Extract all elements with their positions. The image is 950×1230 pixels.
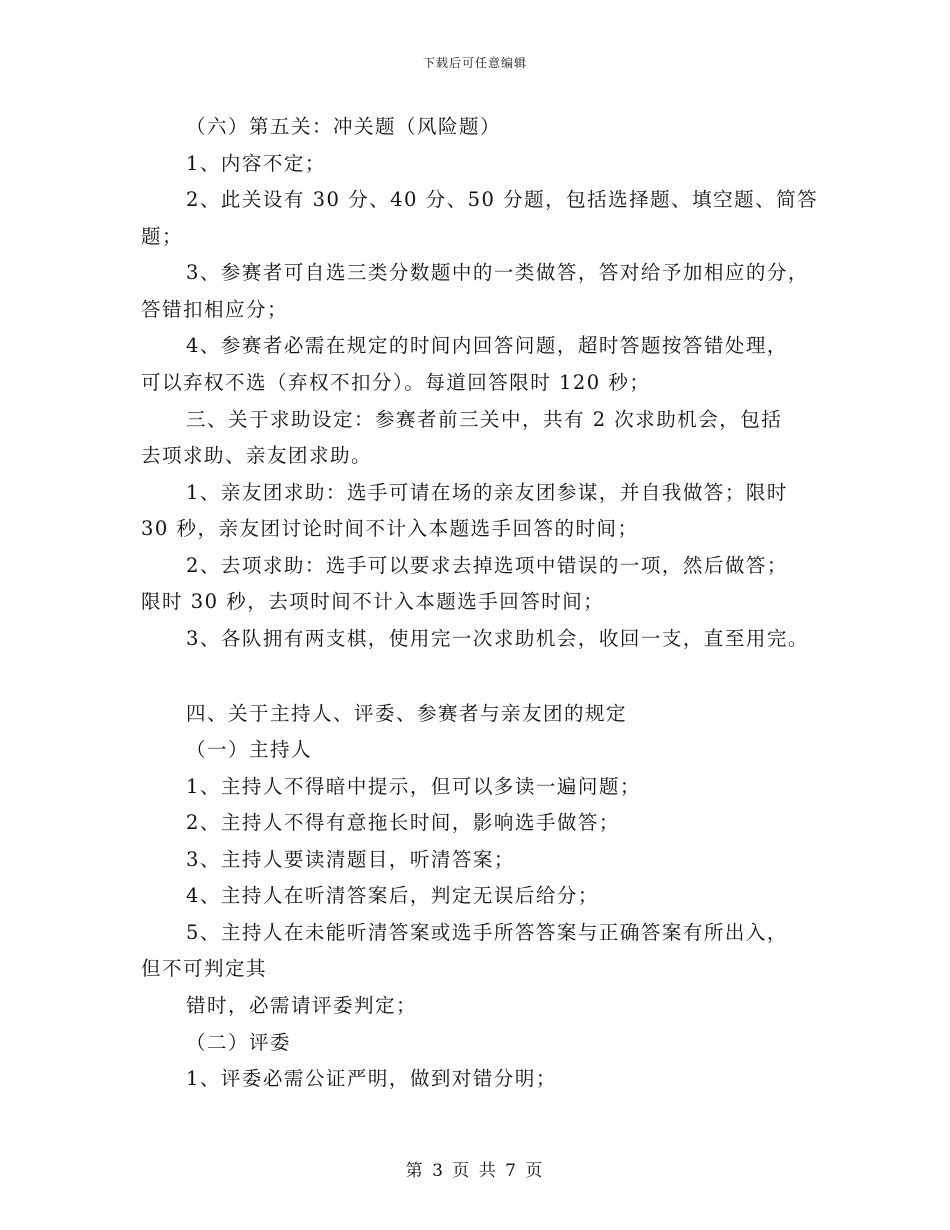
page-number: 第 3 页 共 7 页 — [405, 1161, 545, 1181]
paragraph-line: 2、主持人不得有意拖长时间，影响选手做答； — [186, 811, 620, 834]
paragraph-line: 可以弃权不选（弃权不扣分）。每道回答限时 120 秒； — [141, 371, 651, 394]
paragraph-line: 3、主持人要读清题目，听清答案； — [186, 848, 515, 871]
paragraph-line: 3、参赛者可自选三类分数题中的一类做答，答对给予加相应的分， — [186, 261, 809, 284]
paragraph-line: 题； — [141, 225, 184, 248]
page-header: 下载后可任意编辑 — [422, 56, 527, 70]
paragraph-line: 3、各队拥有两支棋，使用完一次求助机会，收回一支，直至用完。 — [186, 627, 809, 650]
subsection-judges-heading: （二）评委 — [186, 1031, 292, 1054]
paragraph-line: 2、此关设有 30 分、40 分、50 分题，包括选择题、填空题、简答 — [186, 188, 819, 211]
paragraph-line: 30 秒，亲友团讨论时间不计入本题选手回答的时间； — [141, 517, 639, 540]
section-6-heading: （六）第五关：冲关题（风险题） — [186, 115, 502, 138]
paragraph-line: 答错扣相应分； — [141, 298, 289, 321]
paragraph-line: 错时，必需请评委判定； — [186, 994, 418, 1017]
paragraph-line: 但不可判定其 — [141, 957, 268, 980]
section-4-heading: 四、关于主持人、评委、参赛者与亲友团的规定 — [186, 702, 628, 725]
paragraph-line: 1、亲友团求助：选手可请在场的亲友团参谋，并自我做答；限时 — [186, 481, 788, 504]
paragraph-line: 1、评委必需公证严明，做到对错分明； — [186, 1067, 557, 1090]
paragraph-line: 4、参赛者必需在规定的时间内回答问题，超时答题按答错处理， — [186, 334, 788, 357]
paragraph-line: 2、去项求助：选手可以要求去掉选项中错误的一项，然后做答； — [186, 554, 788, 577]
paragraph-line: 1、内容不定； — [186, 152, 326, 175]
paragraph-line: 去项求助、亲友团求助。 — [141, 444, 373, 467]
subsection-host-heading: （一）主持人 — [186, 738, 313, 761]
paragraph-line: 1、主持人不得暗中提示，但可以多读一遍问题； — [186, 775, 641, 798]
paragraph-line: 4、主持人在听清答案后，判定无误后给分； — [186, 884, 599, 907]
paragraph-line: 5、主持人在未能听清答案或选手所答答案与正确答案有所出入， — [186, 921, 788, 944]
paragraph-line: 限时 30 秒，去项时间不计入本题选手回答时间； — [141, 590, 605, 613]
section-3-heading: 三、关于求助设定：参赛者前三关中，共有 2 次求助机会，包括 — [186, 408, 783, 431]
